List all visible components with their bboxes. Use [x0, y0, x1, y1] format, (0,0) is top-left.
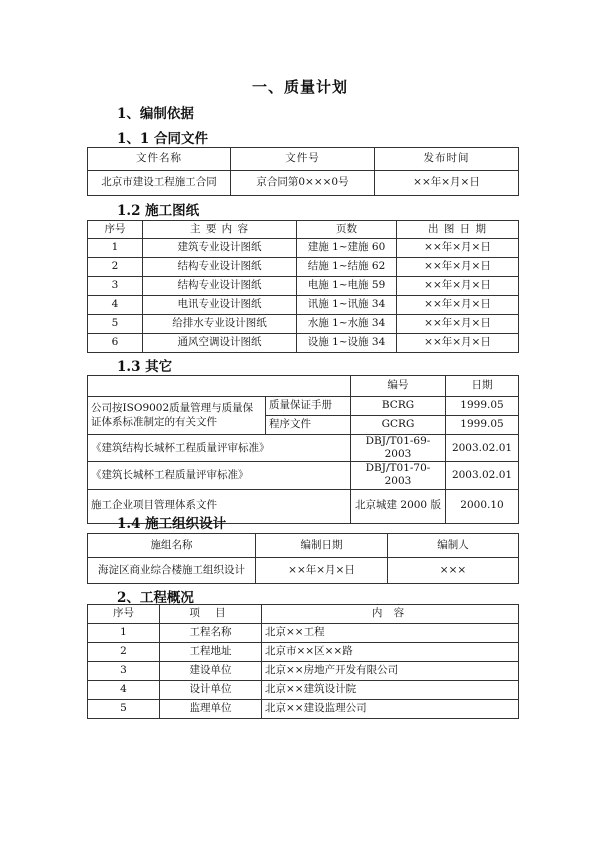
table-cell: 程序文件 — [266, 416, 351, 435]
table-cell: ××× — [388, 558, 519, 584]
table-cell: 结构专业设计图纸 — [143, 258, 297, 277]
table-cell: 海淀区商业综合楼施工组织设计 — [88, 558, 256, 584]
table-cell: 北京城建 2000 版 — [351, 489, 446, 523]
table-header: 页数 — [297, 221, 397, 239]
table-cell: 北京市××区××路 — [262, 643, 519, 662]
table-header: 施组名称 — [88, 534, 256, 558]
table-cell: 电讯专业设计图纸 — [143, 296, 297, 315]
org-design-table — [87, 533, 519, 584]
table-cell: ××年×月×日 — [397, 315, 519, 334]
section-heading-overview: 2、工程概况 — [117, 590, 194, 606]
table-header: 序号 — [88, 605, 160, 624]
table-cell: 结构专业设计图纸 — [143, 277, 297, 296]
table-cell: 3 — [88, 277, 143, 296]
table-cell: 1 — [88, 624, 160, 643]
page-title: 一、质量计划 — [251, 78, 348, 96]
table-cell: 北京××工程 — [262, 624, 519, 643]
table-cell: 施工企业项目管理体系文件 — [88, 489, 351, 523]
section-heading-contract: 1、1 合同文件 — [117, 131, 208, 147]
other-table — [87, 375, 519, 524]
table-cell: 设计单位 — [160, 681, 262, 700]
table-cell: 2000.10 — [446, 489, 519, 523]
table-header: 主 要 内 容 — [143, 221, 297, 239]
table-cell: 2 — [88, 643, 160, 662]
table-cell: BCRG — [351, 397, 446, 416]
table-cell: 北京××建设监理公司 — [262, 700, 519, 719]
table-cell: 讯施 1~讯施 34 — [297, 296, 397, 315]
table-cell: 监理单位 — [160, 700, 262, 719]
table-cell: 北京××建筑设计院 — [262, 681, 519, 700]
table-cell: ××年×月×日 — [397, 258, 519, 277]
table-cell: 结施 1~结施 62 — [297, 258, 397, 277]
table-cell: DBJ/T01-70-2003 — [351, 462, 446, 489]
table-cell: 1999.05 — [446, 397, 519, 416]
table-cell: ××年×月×日 — [256, 558, 388, 584]
section-heading-basis: 1、编制依据 — [117, 106, 194, 122]
table-cell: 2 — [88, 258, 143, 277]
table-header: 出 图 日 期 — [397, 221, 519, 239]
table-header-blank — [88, 376, 351, 397]
table-cell: ××年×月×日 — [397, 334, 519, 353]
table-cell: 公司按ISO9002质量管理与质量保证体系标准制定的有关文件 — [88, 397, 266, 435]
table-cell: 4 — [88, 296, 143, 315]
table-cell: 1 — [88, 239, 143, 258]
table-cell: 工程名称 — [160, 624, 262, 643]
table-header: 日期 — [446, 376, 519, 397]
table-cell: 5 — [88, 315, 143, 334]
table-header: 发布时间 — [375, 148, 519, 171]
table-cell: 北京市建设工程施工合同 — [88, 171, 231, 196]
table-header: 文件名称 — [88, 148, 231, 171]
table-cell: ××年×月×日 — [397, 239, 519, 258]
table-cell: 3 — [88, 662, 160, 681]
table-cell: 4 — [88, 681, 160, 700]
section-heading-other: 1.3 其它 — [117, 359, 173, 375]
table-cell: 6 — [88, 334, 143, 353]
section-heading-drawings: 1.2 施工图纸 — [117, 203, 200, 219]
table-cell: GCRG — [351, 416, 446, 435]
table-cell: 工程地址 — [160, 643, 262, 662]
table-header: 序号 — [88, 221, 143, 239]
table-cell: 2003.02.01 — [446, 435, 519, 462]
table-cell: 质量保证手册 — [266, 397, 351, 416]
table-cell: ××年×月×日 — [397, 296, 519, 315]
table-cell: ××年×月×日 — [397, 277, 519, 296]
table-cell: 建筑专业设计图纸 — [143, 239, 297, 258]
table-cell: 建施 1~建施 60 — [297, 239, 397, 258]
table-header: 内 容 — [262, 605, 519, 624]
table-header: 编制人 — [388, 534, 519, 558]
table-cell: 通风空调设计图纸 — [143, 334, 297, 353]
overview-table — [87, 604, 519, 719]
table-cell: 1999.05 — [446, 416, 519, 435]
drawings-table — [87, 220, 519, 353]
table-header: 项 目 — [160, 605, 262, 624]
table-header: 文件号 — [231, 148, 375, 171]
table-cell: 给排水专业设计图纸 — [143, 315, 297, 334]
table-cell: 水施 1~水施 34 — [297, 315, 397, 334]
table-cell: DBJ/T01-69-2003 — [351, 435, 446, 462]
table-header: 编号 — [351, 376, 446, 397]
table-cell: 电施 1~电施 59 — [297, 277, 397, 296]
section-heading-org-design: 1.4 施工组织设计 — [117, 516, 227, 532]
table-cell: 建设单位 — [160, 662, 262, 681]
table-header: 编制日期 — [256, 534, 388, 558]
table-cell: 《建筑长城杯工程质量评审标准》 — [88, 462, 351, 489]
table-cell: 北京××房地产开发有限公司 — [262, 662, 519, 681]
table-cell: 京合同第0×××0号 — [231, 171, 375, 196]
contract-table — [87, 147, 519, 196]
table-cell: 2003.02.01 — [446, 462, 519, 489]
table-cell: 设施 1~设施 34 — [297, 334, 397, 353]
table-cell: ××年×月×日 — [375, 171, 519, 196]
table-cell: 《建筑结构长城杯工程质量评审标准》 — [88, 435, 351, 462]
table-cell: 5 — [88, 700, 160, 719]
